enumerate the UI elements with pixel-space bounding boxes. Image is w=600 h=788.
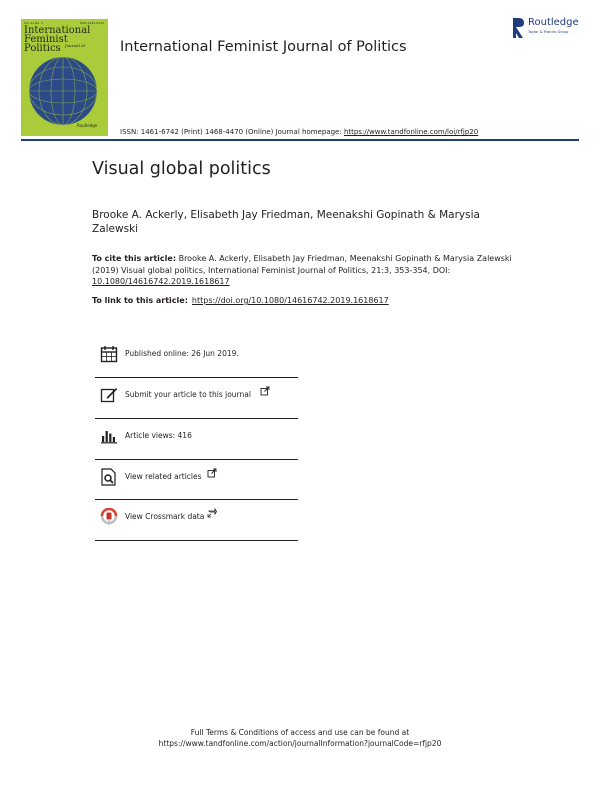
- article-views-row: [97, 427, 297, 447]
- journal-title: International Feminist Journal of Politics: [120, 39, 407, 55]
- publisher-name: Routledge: [528, 17, 579, 28]
- article-authors: Brooke A. Ackerly, Elisabeth Jay Friedman, Meenakshi Gopinath & Marysia Zalewski: [92, 209, 480, 235]
- row-divider: [95, 459, 298, 460]
- journal-homepage-link[interactable]: https://www.tandfonline.com/loi/rfjp20: [343, 128, 479, 136]
- row-divider: [95, 540, 298, 541]
- publisher-logo[interactable]: [510, 16, 590, 40]
- issn-text: ISSN: 1461-6742 (Print) 1468-4470 (Online) Journal homepage:: [120, 128, 344, 136]
- cover-volume: Vol. 21 No. 3: [24, 21, 44, 25]
- citation: [92, 253, 522, 288]
- publisher-tagline: Taylor & Francis Group: [528, 30, 569, 34]
- routledge-r-icon: [510, 16, 526, 40]
- row-divider: [95, 377, 298, 378]
- submit-article-row[interactable]: [97, 386, 297, 406]
- search-document-icon: [100, 468, 118, 486]
- cite-label: To cite this article:: [92, 254, 177, 263]
- published-online-text: Published online: 26 Jun 2019.: [125, 349, 239, 358]
- issn-line: [120, 128, 478, 136]
- footer-terms-text: Full Terms & Conditions of access and use can be found at: [190, 728, 410, 737]
- cover-journal-of: Journal of: [65, 43, 85, 48]
- article-views-text: Article views: 416: [125, 431, 192, 440]
- related-articles-row[interactable]: [97, 468, 297, 488]
- cite-text: Brooke A. Ackerly, Elisabeth Jay Friedman, Meenakshi Gopinath & Marysia Zalewski (2019) Visual global politics, International Feminist Journal of Politics, 21:3, 353-354, DOI:: [92, 254, 512, 275]
- external-link-icon: [207, 508, 217, 518]
- published-online-row: [97, 345, 297, 365]
- crossmark-icon: [100, 508, 118, 526]
- related-articles-link[interactable]: View related articles: [125, 472, 202, 481]
- cover-publisher-logo: Routledge: [77, 123, 98, 128]
- edit-icon: [100, 386, 118, 404]
- row-divider: [95, 499, 298, 500]
- footer-terms-url[interactable]: https://www.tandfonline.com/action/journalInformation?journalCode=rfjp20: [158, 739, 442, 748]
- article-title: Visual global politics: [92, 159, 271, 179]
- header-divider: [21, 139, 579, 141]
- bar-chart-icon: [100, 427, 118, 445]
- link-label: To link to this article:: [92, 296, 188, 305]
- doi-link[interactable]: 10.1080/14616742.2019.1618617: [92, 277, 230, 286]
- external-link-icon: [260, 386, 270, 396]
- external-link-icon: [207, 468, 217, 478]
- article-doi-url[interactable]: https://doi.org/10.1080/14616742.2019.1618617: [191, 296, 389, 305]
- journal-cover: [21, 19, 108, 136]
- article-link-line: [92, 296, 389, 305]
- footer: [0, 727, 600, 749]
- calendar-icon: [100, 345, 118, 363]
- crossmark-row[interactable]: [97, 508, 297, 528]
- globe-icon: [23, 47, 103, 127]
- submit-article-link[interactable]: Submit your article to this journal: [125, 390, 251, 399]
- crossmark-link[interactable]: View Crossmark data: [125, 512, 205, 521]
- cover-issn: ISSN 1461-6742: [79, 21, 104, 25]
- row-divider: [95, 418, 298, 419]
- cover-title: International Feminist Politics: [24, 25, 91, 54]
